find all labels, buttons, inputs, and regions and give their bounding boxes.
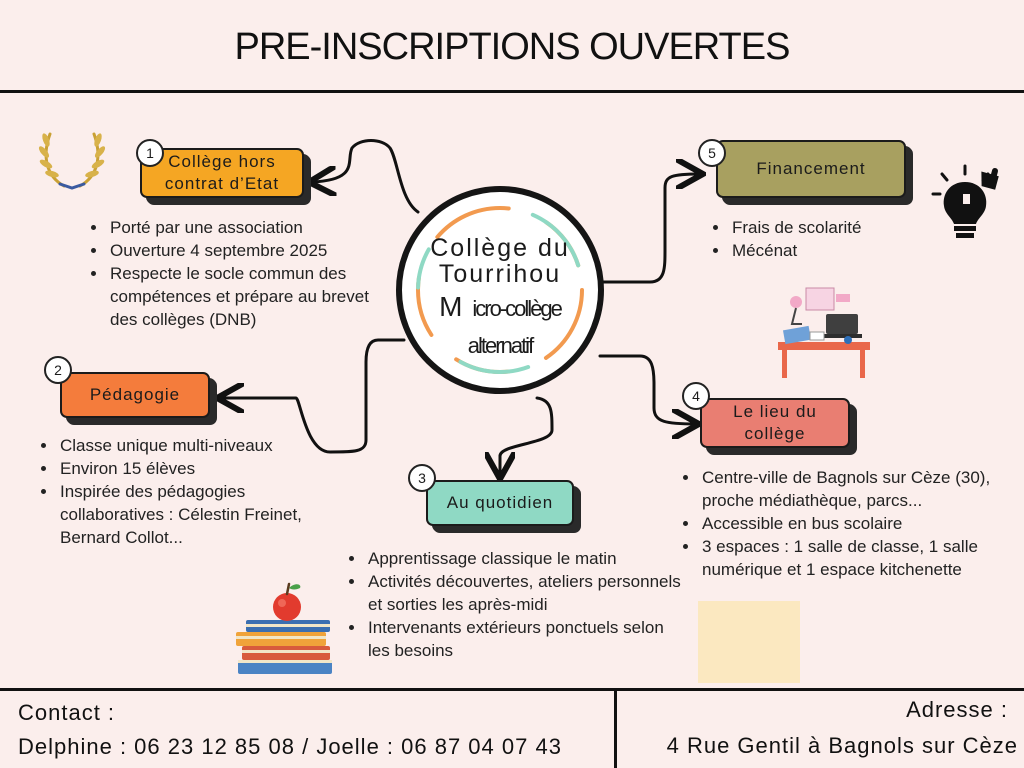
- laurel-wreath-icon: [36, 126, 108, 192]
- page-title: PRE-INSCRIPTIONS OUVERTES: [234, 26, 790, 68]
- list-item: • Accessible en bus scolaire: [700, 512, 1024, 535]
- section-2-box: [60, 372, 210, 418]
- section-5-label: Financement: [756, 159, 866, 178]
- section-4-label-line-2: collège: [744, 424, 806, 443]
- center-line-2: Tourrihou: [438, 260, 562, 288]
- section-5-list: [710, 216, 930, 262]
- footer-divider: [0, 688, 1024, 691]
- footer-separator: [614, 690, 617, 768]
- puzzle-lightbulb-icon: [930, 164, 1000, 244]
- image-placeholder: [698, 601, 800, 683]
- section-2-label: Pédagogie: [89, 385, 181, 404]
- list-item: • Ouverture 4 septembre 2025: [108, 239, 398, 262]
- section-3-list: [346, 547, 686, 662]
- list-item: • Environ 15 élèves: [58, 457, 328, 480]
- list-item: • Intervenants extérieurs ponctuels selon les besoins: [366, 616, 686, 662]
- list-item: • Classe unique multi-niveaux: [58, 434, 328, 457]
- address-line: 4 Rue Gentil à Bagnols sur Cèze: [666, 733, 1018, 758]
- center-title-circle: [396, 186, 604, 394]
- contact-label: Contact :: [18, 700, 116, 725]
- address-label: Adresse :: [906, 697, 1008, 722]
- section-4-list: [680, 466, 1024, 581]
- section-4-box: [700, 398, 850, 448]
- center-line-1: Collège du: [430, 234, 570, 262]
- section-4-number: 4: [682, 382, 710, 410]
- section-2-list: [38, 434, 328, 549]
- contact-phones: Delphine : 06 23 12 85 08 / Joelle : 06 87 04 07 43: [18, 734, 562, 759]
- center-line-3-initial: M: [439, 291, 463, 322]
- center-line-4: alternatif: [467, 333, 533, 358]
- section-4-label-line-1: Le lieu du: [733, 402, 817, 421]
- list-item: • Frais de scolarité: [730, 216, 930, 239]
- section-1-label-line-2: contrat d’Etat: [164, 174, 280, 193]
- section-3-number: 3: [408, 464, 436, 492]
- list-item: • Apprentissage classique le matin: [366, 547, 686, 570]
- section-3-label: Au quotidien: [446, 493, 554, 512]
- desk-laptop-icon: [774, 284, 874, 380]
- list-item: • Porté par une association: [108, 216, 398, 239]
- list-item: • Mécénat: [730, 239, 930, 262]
- list-item: • Activités découvertes, ateliers personnels et sorties les après-midi: [366, 570, 686, 616]
- section-1-box: [140, 148, 304, 198]
- section-1-label-line-1: Collège hors: [168, 152, 276, 171]
- section-5-box: [716, 140, 906, 198]
- section-1-number: 1: [136, 139, 164, 167]
- list-item: • Respecte le socle commun des compétences et prépare au brevet des collèges (DNB): [108, 262, 398, 331]
- section-5-number: 5: [698, 139, 726, 167]
- list-item: • 3 espaces : 1 salle de classe, 1 salle numérique et 1 espace kitchenette: [700, 535, 1024, 581]
- list-item: • Inspirée des pédagogies collaboratives : Célestin Freinet, Bernard Collot...: [58, 480, 328, 549]
- books-apple-icon: [232, 576, 336, 680]
- center-line-3-rest: icro-collège: [472, 296, 561, 321]
- center-line-3: [402, 292, 598, 327]
- section-3-box: [426, 480, 574, 526]
- section-1-list: [88, 216, 398, 331]
- list-item: • Centre-ville de Bagnols sur Cèze (30), proche médiathèque, parcs...: [700, 466, 1024, 512]
- section-2-number: 2: [44, 356, 72, 384]
